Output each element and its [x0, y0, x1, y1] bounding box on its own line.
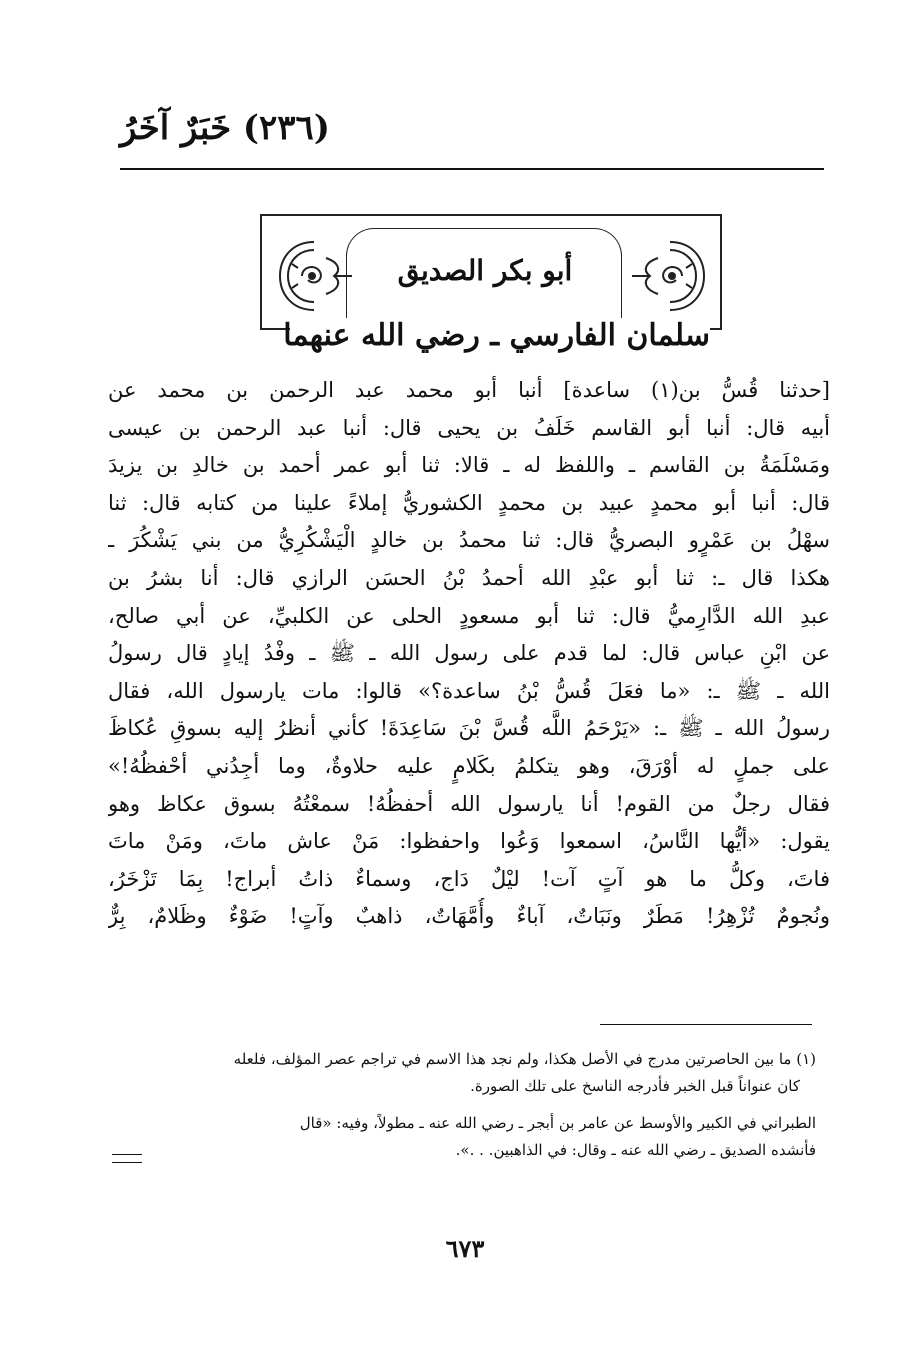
text-line: عن ابْنِ عباس قال: لما قدم على رسول الله ـ ﷺ ـ وفْدُ إيادٍ قال رسولُ: [108, 641, 830, 666]
footnote-line: فأنشده الصديق ـ رضي الله عنه ـ وقال: في الذاهبين. . .».: [455, 1141, 816, 1159]
footnotes: [120, 1046, 816, 1164]
main-text: [108, 372, 830, 936]
text-line: فاتَ، وكلُّ ما هو آتٍ آت! ليْلٌ دَاج، وسماءٌ ذاتُ أبراج! بِمَا تَزْخَرُ،: [108, 866, 830, 891]
box-heading-abu-bakr: أبو بكر الصديق: [397, 254, 573, 287]
footnote-line: الطبراني في الكبير والأوسط عن عامر بن أبجر ـ رضي الله عنه ـ مطولاً، وفيه: «قال: [299, 1114, 816, 1132]
footnote-line: كان عنواناً قبل الخبر فأدرجه الناسخ على تلك الصورة.: [470, 1077, 800, 1095]
text-line: عبدِ الله الدَّارِميُّ قال: ثنا أبو مسعودٍ الحلى عن الكلبيِّ، عن أبي صالح،: [108, 603, 830, 628]
right-ornament-icon: [628, 236, 712, 316]
text-line: قال: أنبا أبو محمدٍ عبيد بن محمدٍ الكشوريُّ إملاءً علينا من كتابه قال: ثنا: [108, 490, 830, 515]
text-line: على جملٍ له أوْرَقَ، وهو يتكلمُ بكَلامٍ عليه حلاوةٌ، وما أجِدُني أحْفظُهُ!»: [108, 753, 830, 778]
header-rule: [120, 168, 824, 170]
footnote-rule: [600, 1024, 812, 1025]
box-heading-salman: سلمان الفارسي ـ رضي الله عنهما: [283, 318, 710, 353]
text-line: رسولُ الله ـ ﷺ ـ: «يَرْحَمُ اللَّه قُسَّ بْنَ سَاعِدَةَ! كأني أنظرُ إليه بسوقِ عُكاظَ: [108, 716, 830, 741]
text-line: هكذا قال ـ: ثنا أبو عبْدِ الله أحمدُ بْنُ الحسَن الرازي قال: أنا بشرُ بن: [108, 565, 830, 590]
margin-mark: [112, 1154, 142, 1155]
text-line: [حدثنا قُسُّ بن(١) ساعدة] أنبا أبو محمد عبد الرحمن بن محمد عن: [108, 378, 830, 402]
text-line: يقول: «أيُّها النَّاسُ، اسمعوا وَعُوا واحفظوا: مَنْ عاش ماتَ، ومَنْ ماتَ: [108, 829, 830, 854]
left-ornament-icon: [272, 236, 356, 316]
page-number: ٦٧٣: [445, 1234, 485, 1263]
text-line: ومَسْلَمَةُ بن القاسم ـ واللفظ له ـ قالا: ثنا أبو عمر أحمد بن خالدِ بن يزيدَ: [108, 453, 830, 478]
text-line: فقال رجلٌ من القوم! أنا يارسول الله أحفظُهُ! سمعْتُهُ بسوق عكاظ وهو: [108, 791, 830, 816]
text-line: ونُجومٌ تُزْهِرُ! مَطَرٌ ونَبَاتٌ، آباءٌ وأُمَّهَاتٌ، ذاهبٌ وآتٍ! ضَوْءٌ وظَلامٌ، بِرٌّ: [108, 904, 830, 929]
text-line: سهْلُ بن عَمْرٍو البصريُّ قال: ثنا محمدُ بن خالدٍ الْيَشْكُرِيُّ من بني يَشْكُرَ ـ: [108, 528, 830, 553]
margin-mark: [112, 1162, 142, 1163]
footnote-line: (١) ما بين الحاصرتين مدرج في الأصل هكذا، ولم نجد هذا الاسم في تراجم عصر المؤلف، فلعله: [233, 1050, 816, 1068]
text-line: أبيه قال: أنبا أبو القاسم خَلَفُ بن يحيى قال: أنبا عبد الرحمن بن عيسى: [108, 415, 830, 440]
chapter-title: (٢٣٦) خَبَرٌ آخَرُ: [120, 108, 330, 148]
text-line: الله ـ ﷺ ـ: «ما فعَلَ قُسُّ بْنُ ساعدة؟» قالوا: مات يارسول الله، فقال: [108, 678, 830, 703]
